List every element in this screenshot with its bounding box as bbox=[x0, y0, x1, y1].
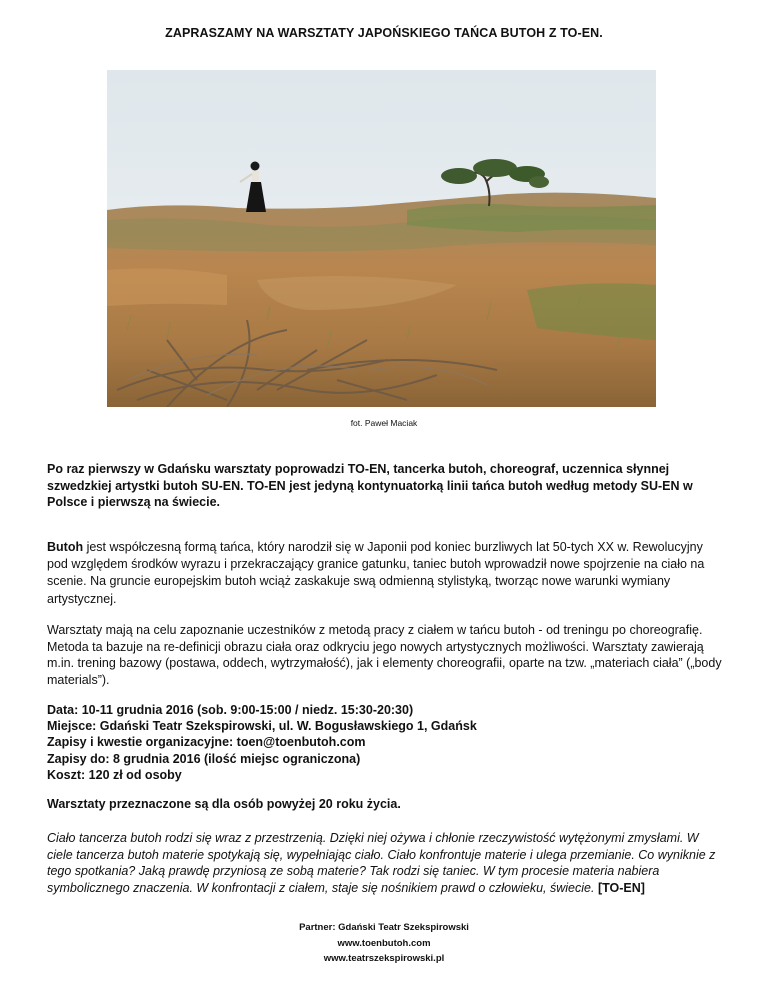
date-line: Data: 10-11 grudnia 2016 (sob. 9:00-15:00 / niedz. 15:30-20:30) bbox=[47, 703, 414, 717]
butoh-term: Butoh bbox=[47, 540, 84, 554]
website-link-teatr[interactable]: www.teatrszekspirowski.pl bbox=[323, 953, 445, 964]
place-line: Miejsce: Gdański Teatr Szekspirowski, ul. W. Bogusławskiego 1, Gdańsk bbox=[47, 719, 477, 734]
photo-caption: fot. Paweł Maciak bbox=[350, 418, 418, 428]
dancer-landscape-photo bbox=[107, 70, 656, 407]
workshop-details bbox=[47, 702, 727, 783]
artist-quote bbox=[47, 830, 727, 896]
website-link-toenbutoh[interactable]: www.toenbutoh.com bbox=[337, 937, 431, 949]
deadline-line: Zapisy do: 8 grudnia 2016 (ilość miejsc ograniczona) bbox=[47, 751, 361, 766]
workshop-description: Warsztaty mają na celu zapoznanie uczestników z metodą pracy z ciałem w tańcu butoh - od treningu po choreografię. Metoda ta bazuje na re-definicji obrazu ciała oraz odkryciu jego nowych artystycznych możliwości. Warsztaty zawierają m.in. trening bazowy (postawa, oddech, wytrzymałość), jak i elementy choreografii, oparte na tzw. „materiach ciała” („body materials”). bbox=[47, 623, 722, 687]
age-note: Warsztaty przeznaczone są dla osób powyżej 20 roku życia. bbox=[47, 797, 401, 811]
quote-signature: [TO-EN] bbox=[597, 880, 645, 895]
signup-line: Zapisy i kwestie organizacyjne: toen@toenbutoh.com bbox=[47, 735, 366, 750]
butoh-description bbox=[47, 539, 727, 608]
footer bbox=[0, 920, 768, 967]
photo-illustration bbox=[107, 70, 656, 407]
partner-line: Partner: Gdański Teatr Szekspirowski bbox=[299, 922, 469, 933]
butoh-description-text: jest współczesną formą tańca, który narodził się w Japonii pod koniec burzliwych lat 50-tych XX w. Rewolucyjny pod względem środków wyrazu i przekraczający granice gatunku, taniec butoh wprowadził nowe spojrzenie na ciało na scenie. Na gruncie europejskim butoh wciąż zaskakuje swą odmienną stylistyką, tworząc nowe warunki wymiany artystycznej. bbox=[47, 540, 705, 606]
cost-line: Koszt: 120 zł od osoby bbox=[47, 767, 182, 782]
page-title: ZAPRASZAMY NA WARSZTATY JAPOŃSKIEGO TAŃCA BUTOH Z TO-EN. bbox=[165, 26, 603, 40]
quote-text: Ciało tancerza butoh rodzi się wraz z przestrzenią. Dzięki niej ożywa i chłonie rzeczywistość wytężonymi zmysłami. W ciele tancerza butoh materie spotykają się, wypełniając ciało. Ciało konfrontuje materie i ulega przemianie. Co wyniknie z tego spotkania? Jaką prawdę przyniosą ze sobą materie? Tak rodzi się taniec. W tym procesie materia nabiera symbolicznego znaczenia. W konfrontacji z ciałem, staje się nośnikiem prawd o człowieku, świecie. bbox=[47, 831, 716, 895]
lead-paragraph: Po raz pierwszy w Gdańsku warsztaty poprowadzi TO-EN, tancerka butoh, choreograf, uczennica słynnej szwedzkiej artystki butoh SU-EN. TO-EN jest jedyną kontynuatorką linii tańca butoh według metody SU-EN w Polsce i pierwszą na świecie. bbox=[47, 462, 693, 509]
